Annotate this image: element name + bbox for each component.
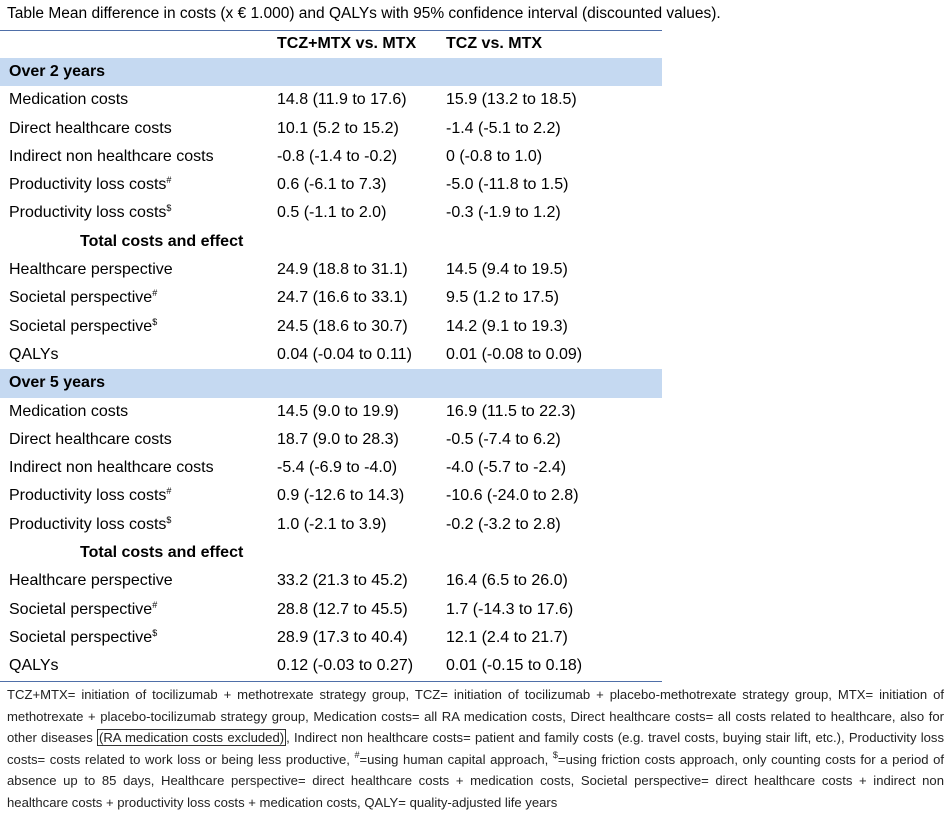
table-subheader <box>0 228 662 256</box>
row-label-superscript: $ <box>152 316 158 327</box>
cell-tcz: 0.01 (-0.08 to 0.09) <box>446 345 583 363</box>
cell-tcz-mtx: 0.12 (-0.03 to 0.27) <box>277 657 414 675</box>
cell-tcz-mtx: 1.0 (-2.1 to 3.9) <box>277 515 387 533</box>
cell-tcz-mtx: 18.7 (9.0 to 28.3) <box>277 430 399 448</box>
footnote-sup-dollar: $ <box>552 749 558 760</box>
row-label <box>9 655 59 677</box>
row-label-text: Indirect non healthcare costs <box>9 459 214 477</box>
row-label <box>9 457 214 479</box>
row-label <box>9 89 128 111</box>
cell-tcz-mtx: 14.8 (11.9 to 17.6) <box>277 91 407 109</box>
row-label <box>9 599 157 621</box>
row-label <box>9 316 157 338</box>
row-label <box>9 627 157 649</box>
row-label-superscript: $ <box>152 627 158 638</box>
row-label-text: QALYs <box>9 345 59 363</box>
table-row <box>0 143 662 171</box>
footnote <box>7 684 944 813</box>
row-label-text: Productivity loss costs <box>9 487 167 505</box>
cell-tcz-mtx: 0.04 (-0.04 to 0.11) <box>277 345 412 363</box>
row-label <box>9 259 173 281</box>
cell-tcz-mtx: 14.5 (9.0 to 19.9) <box>277 402 399 420</box>
row-label <box>9 570 173 592</box>
table-header <box>0 30 662 58</box>
table-row <box>0 341 662 369</box>
row-label <box>9 146 214 168</box>
table-row <box>0 426 662 454</box>
row-label-text: Healthcare perspective <box>9 572 173 590</box>
results-table <box>0 30 662 682</box>
cell-tcz: -1.4 (-5.1 to 2.2) <box>446 119 561 137</box>
cell-tcz: 0.01 (-0.15 to 0.18) <box>446 657 583 675</box>
column-header-tcz: TCZ vs. MTX <box>446 35 543 52</box>
row-label-text: Total costs and effect <box>80 544 244 562</box>
row-label-text: Medication costs <box>9 402 129 420</box>
column-header-tcz-mtx: TCZ+MTX vs. MTX <box>277 35 417 52</box>
row-label-text: Societal perspective <box>9 317 153 335</box>
footnote-part-3: =using human capital approach, <box>359 751 553 767</box>
cell-tcz-mtx: 0.5 (-1.1 to 2.0) <box>277 204 387 222</box>
row-label-text: Medication costs <box>9 91 129 109</box>
table-row <box>0 86 662 114</box>
row-label <box>9 118 172 140</box>
table-row <box>0 398 662 426</box>
row-label-text: Societal perspective <box>9 289 153 307</box>
table-title: Table Mean difference in costs (x € 1.000) and QALYs with 95% confidence interval (discounted values). <box>7 5 721 22</box>
table-row <box>0 596 662 624</box>
footnote-sup-hash: # <box>354 749 360 760</box>
cell-tcz: -0.5 (-7.4 to 6.2) <box>446 430 561 448</box>
section-header <box>0 369 662 397</box>
row-label-text: Productivity loss costs <box>9 176 167 194</box>
cell-tcz: 12.1 (2.4 to 21.7) <box>446 628 568 646</box>
cell-tcz: 9.5 (1.2 to 17.5) <box>446 289 559 307</box>
table-row <box>0 115 662 143</box>
cell-tcz: -5.0 (-11.8 to 1.5) <box>446 176 569 194</box>
row-label <box>9 401 128 423</box>
cell-tcz-mtx: 24.5 (18.6 to 30.7) <box>277 317 408 335</box>
row-label-text: Indirect non healthcare costs <box>9 147 214 165</box>
cell-tcz: -10.6 (-24.0 to 2.8) <box>446 487 579 505</box>
table-body <box>0 58 662 682</box>
table-row <box>0 199 662 227</box>
cell-tcz-mtx: 28.8 (12.7 to 45.5) <box>277 600 408 618</box>
cell-tcz-mtx: 28.9 (17.3 to 40.4) <box>277 628 408 646</box>
cell-tcz-mtx: 0.6 (-6.1 to 7.3) <box>277 176 387 194</box>
cell-tcz: 15.9 (13.2 to 18.5) <box>446 91 577 109</box>
row-label-superscript: # <box>166 175 172 186</box>
section-header <box>0 58 662 86</box>
footnote-part-1: TCZ+MTX= initiation of tocilizumab + methotrexate strategy group, TCZ= initiation of tocilizumab + placebo-methotrexate strategy group, MTX= initiation of methotrexate + placebo-tocilizumab strategy group, Medication costs= all RA medication costs, Direct healthcare costs= all costs related to healthcare, also for other diseases <box>7 687 944 745</box>
cell-tcz: 1.7 (-14.3 to 17.6) <box>446 600 574 618</box>
table-row <box>0 567 662 595</box>
cell-tcz-mtx: 33.2 (21.3 to 45.2) <box>277 572 408 590</box>
row-label-text: QALYs <box>9 657 59 675</box>
row-label-text: Societal perspective <box>9 628 153 646</box>
footnote-part-4: =using friction costs approach, only counting costs for a period of absence up to 85 days, Healthcare perspective= direct healthcare costs + medication costs, Societal perspective= direct healthcare costs + indirect non healthcare costs + productivity loss costs + medication costs, QALY= quality-adjusted life years <box>7 751 945 810</box>
table-row <box>0 284 662 312</box>
section-title: Over 5 years <box>9 374 106 392</box>
row-label-text: Healthcare perspective <box>9 261 173 279</box>
row-label <box>9 514 171 536</box>
cell-tcz-mtx: -0.8 (-1.4 to -0.2) <box>277 147 398 165</box>
cell-tcz-mtx: 0.9 (-12.6 to 14.3) <box>277 487 405 505</box>
table-row <box>0 652 662 680</box>
row-label-text: Direct healthcare costs <box>9 430 172 448</box>
row-label <box>80 542 243 564</box>
cell-tcz: 14.2 (9.1 to 19.3) <box>446 317 568 335</box>
table-row <box>0 624 662 652</box>
row-label-superscript: $ <box>166 514 172 525</box>
table-row <box>0 313 662 341</box>
cell-tcz: 16.4 (6.5 to 26.0) <box>446 572 568 590</box>
cell-tcz: -0.2 (-3.2 to 2.8) <box>446 515 561 533</box>
row-label <box>9 485 171 507</box>
table-row <box>0 511 662 539</box>
row-label-text: Productivity loss costs <box>9 515 167 533</box>
row-label-superscript: # <box>152 599 158 610</box>
table-row <box>0 454 662 482</box>
row-label-text: Direct healthcare costs <box>9 119 172 137</box>
row-label <box>9 202 171 224</box>
row-label <box>9 174 171 196</box>
table-row <box>0 482 662 510</box>
cell-tcz-mtx: -5.4 (-6.9 to -4.0) <box>277 459 398 477</box>
cell-tcz: -0.3 (-1.9 to 1.2) <box>446 204 561 222</box>
row-label <box>9 344 59 366</box>
row-label-superscript: $ <box>166 203 172 214</box>
table-row <box>0 256 662 284</box>
row-label <box>80 231 243 253</box>
row-label-superscript: # <box>152 288 158 299</box>
table-row <box>0 171 662 199</box>
footnote-boxed-text: (RA medication costs excluded) <box>98 730 285 745</box>
row-label-superscript: # <box>166 486 172 497</box>
row-label <box>9 429 172 451</box>
table-subheader <box>0 539 662 567</box>
row-label <box>9 287 157 309</box>
section-title: Over 2 years <box>9 63 106 80</box>
cell-tcz: -4.0 (-5.7 to -2.4) <box>446 459 567 477</box>
cell-tcz-mtx: 24.9 (18.8 to 31.1) <box>277 261 408 279</box>
cell-tcz: 0 (-0.8 to 1.0) <box>446 147 543 165</box>
footnote-part-2: , Indirect non healthcare costs= patient and family costs (e.g. travel costs, buying stair lift, etc.), Productivity loss costs= costs related to work loss or being less productive, <box>7 730 944 767</box>
cell-tcz-mtx: 10.1 (5.2 to 15.2) <box>277 119 399 137</box>
row-label-text: Productivity loss costs <box>9 204 167 222</box>
row-label-text: Total costs and effect <box>80 232 244 250</box>
bottom-rule <box>0 681 662 682</box>
cell-tcz-mtx: 24.7 (16.6 to 33.1) <box>277 289 408 307</box>
cell-tcz: 14.5 (9.4 to 19.5) <box>446 261 568 279</box>
row-label-text: Societal perspective <box>9 600 153 618</box>
cell-tcz: 16.9 (11.5 to 22.3) <box>446 402 576 420</box>
